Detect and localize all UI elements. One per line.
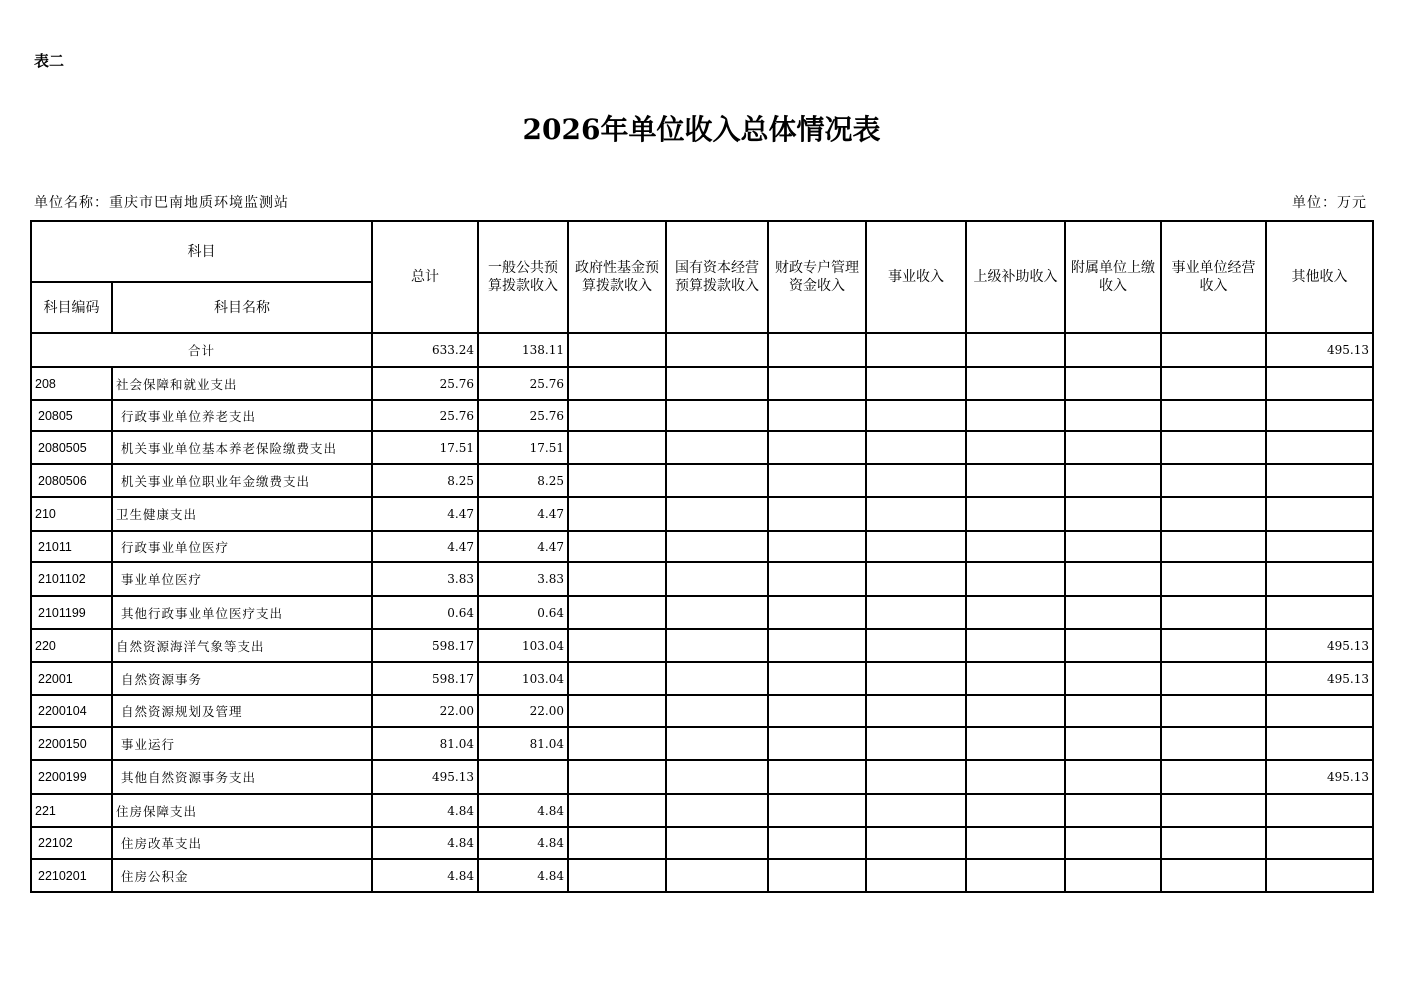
general-budget-cell: 8.25 <box>478 464 568 497</box>
general-budget-cell: 81.04 <box>478 727 568 760</box>
empty-cell <box>1161 531 1266 562</box>
total-cell: 25.76 <box>372 400 478 431</box>
empty-cell <box>568 367 666 400</box>
header-subject-name: 科目名称 <box>112 282 372 333</box>
empty-cell <box>866 497 966 531</box>
general-budget-cell: 103.04 <box>478 629 568 662</box>
subject-name-cell: 其他自然资源事务支出 <box>112 760 372 794</box>
table-row <box>31 662 1373 695</box>
subject-code-cell: 22001 <box>31 662 112 695</box>
empty-cell <box>866 464 966 497</box>
empty-cell <box>966 497 1065 531</box>
header-state-capital: 国有资本经营预算拨款收入 <box>666 221 768 333</box>
empty-cell <box>568 695 666 727</box>
empty-cell <box>666 859 768 892</box>
header-general-budget: 一般公共预算拨款收入 <box>478 221 568 333</box>
empty-cell <box>568 431 666 464</box>
table-row <box>31 629 1373 662</box>
empty-cell <box>666 431 768 464</box>
subject-name-cell: 住房公积金 <box>112 859 372 892</box>
empty-cell <box>1161 497 1266 531</box>
other-income-cell <box>1266 859 1373 892</box>
table-row <box>31 497 1373 531</box>
empty-cell <box>966 859 1065 892</box>
subject-code-cell: 20805 <box>31 400 112 431</box>
empty-cell <box>568 629 666 662</box>
table-row <box>31 827 1373 859</box>
subject-code-cell: 2101199 <box>31 596 112 629</box>
empty-cell <box>866 794 966 827</box>
empty-cell <box>966 367 1065 400</box>
subject-code-cell: 2200199 <box>31 760 112 794</box>
empty-cell <box>1065 531 1161 562</box>
total-cell: 4.47 <box>372 531 478 562</box>
empty-cell <box>666 727 768 760</box>
other-income-cell <box>1266 431 1373 464</box>
header-affiliated-payment: 附属单位上缴收入 <box>1065 221 1161 333</box>
empty-cell <box>866 596 966 629</box>
subject-code-cell: 2080506 <box>31 464 112 497</box>
table-row <box>31 760 1373 794</box>
empty-cell <box>768 662 866 695</box>
empty-cell <box>666 531 768 562</box>
empty-cell <box>866 859 966 892</box>
general-budget-cell <box>478 760 568 794</box>
total-cell: 4.84 <box>372 794 478 827</box>
empty-cell <box>866 400 966 431</box>
subject-code-cell: 2210201 <box>31 859 112 892</box>
total-cell: 598.17 <box>372 629 478 662</box>
subject-code-cell: 2080505 <box>31 431 112 464</box>
empty-cell <box>966 333 1065 367</box>
subject-name-cell: 住房改革支出 <box>112 827 372 859</box>
empty-cell <box>966 760 1065 794</box>
empty-cell <box>568 727 666 760</box>
total-row-total: 633.24 <box>372 333 478 367</box>
unit-name-label: 单位名称：重庆市巴南地质环境监测站 <box>34 195 289 211</box>
empty-cell <box>1065 431 1161 464</box>
empty-cell <box>866 695 966 727</box>
empty-cell <box>666 596 768 629</box>
total-cell: 81.04 <box>372 727 478 760</box>
empty-cell <box>568 859 666 892</box>
empty-cell <box>1161 333 1266 367</box>
empty-cell <box>666 400 768 431</box>
header-business-income: 事业收入 <box>866 221 966 333</box>
empty-cell <box>768 727 866 760</box>
subject-name-cell: 事业单位医疗 <box>112 562 372 596</box>
table-row <box>31 596 1373 629</box>
other-income-cell <box>1266 827 1373 859</box>
empty-cell <box>1065 827 1161 859</box>
table-row <box>31 562 1373 596</box>
subject-name-cell: 行政事业单位医疗 <box>112 531 372 562</box>
empty-cell <box>1161 431 1266 464</box>
empty-cell <box>768 531 866 562</box>
subject-code-cell: 221 <box>31 794 112 827</box>
empty-cell <box>1161 596 1266 629</box>
empty-cell <box>1065 464 1161 497</box>
total-cell: 22.00 <box>372 695 478 727</box>
subject-name-cell: 住房保障支出 <box>112 794 372 827</box>
empty-cell <box>568 464 666 497</box>
total-cell: 4.84 <box>372 827 478 859</box>
empty-cell <box>966 400 1065 431</box>
general-budget-cell: 17.51 <box>478 431 568 464</box>
total-row-other-income: 495.13 <box>1266 333 1373 367</box>
empty-cell <box>966 794 1065 827</box>
subject-code-cell: 2200104 <box>31 695 112 727</box>
subject-name-cell: 自然资源规划及管理 <box>112 695 372 727</box>
table-row <box>31 464 1373 497</box>
empty-cell <box>1161 695 1266 727</box>
empty-cell <box>1161 464 1266 497</box>
general-budget-cell: 22.00 <box>478 695 568 727</box>
empty-cell <box>768 431 866 464</box>
subject-code-cell: 22102 <box>31 827 112 859</box>
empty-cell <box>966 727 1065 760</box>
empty-cell <box>1065 596 1161 629</box>
empty-cell <box>568 827 666 859</box>
total-cell: 0.64 <box>372 596 478 629</box>
subject-code-cell: 21011 <box>31 531 112 562</box>
other-income-cell: 495.13 <box>1266 662 1373 695</box>
general-budget-cell: 25.76 <box>478 367 568 400</box>
subject-name-cell: 事业运行 <box>112 727 372 760</box>
empty-cell <box>666 497 768 531</box>
header-total: 总计 <box>372 221 478 333</box>
subject-code-cell: 220 <box>31 629 112 662</box>
general-budget-cell: 4.47 <box>478 497 568 531</box>
empty-cell <box>1161 727 1266 760</box>
empty-cell <box>768 562 866 596</box>
empty-cell <box>1161 794 1266 827</box>
subject-name-cell: 其他行政事业单位医疗支出 <box>112 596 372 629</box>
total-cell: 598.17 <box>372 662 478 695</box>
subject-name-cell: 机关事业单位职业年金缴费支出 <box>112 464 372 497</box>
subject-code-cell: 210 <box>31 497 112 531</box>
empty-cell <box>568 562 666 596</box>
empty-cell <box>666 662 768 695</box>
empty-cell <box>966 827 1065 859</box>
empty-cell <box>568 794 666 827</box>
empty-cell <box>768 827 866 859</box>
empty-cell <box>966 464 1065 497</box>
total-row-general-budget: 138.11 <box>478 333 568 367</box>
empty-cell <box>1065 695 1161 727</box>
empty-cell <box>768 497 866 531</box>
empty-cell <box>568 760 666 794</box>
other-income-cell <box>1266 531 1373 562</box>
total-cell: 4.84 <box>372 859 478 892</box>
total-row-label: 合计 <box>31 333 372 367</box>
header-operation-income: 事业单位经营收入 <box>1161 221 1266 333</box>
subject-code-cell: 2101102 <box>31 562 112 596</box>
other-income-cell <box>1266 695 1373 727</box>
empty-cell <box>866 827 966 859</box>
header-superior-subsidy: 上级补助收入 <box>966 221 1065 333</box>
table-row <box>31 367 1373 400</box>
general-budget-cell: 4.47 <box>478 531 568 562</box>
empty-cell <box>1065 333 1161 367</box>
empty-cell <box>568 596 666 629</box>
total-cell: 4.47 <box>372 497 478 531</box>
total-cell: 8.25 <box>372 464 478 497</box>
empty-cell <box>866 727 966 760</box>
empty-cell <box>1065 727 1161 760</box>
header-subject-code: 科目编码 <box>31 282 112 333</box>
empty-cell <box>1161 400 1266 431</box>
empty-cell <box>768 400 866 431</box>
empty-cell <box>666 367 768 400</box>
empty-cell <box>866 333 966 367</box>
table-header <box>31 221 1373 333</box>
empty-cell <box>768 464 866 497</box>
table-row <box>31 727 1373 760</box>
empty-cell <box>768 859 866 892</box>
empty-cell <box>866 629 966 662</box>
currency-unit-label: 单位：万元 <box>1292 195 1367 211</box>
empty-cell <box>1065 629 1161 662</box>
other-income-cell <box>1266 400 1373 431</box>
empty-cell <box>866 760 966 794</box>
page-title: 2026年单位收入总体情况表 <box>522 113 881 146</box>
empty-cell <box>666 760 768 794</box>
total-cell: 25.76 <box>372 367 478 400</box>
total-cell: 495.13 <box>372 760 478 794</box>
empty-cell <box>768 367 866 400</box>
subject-name-cell: 自然资源事务 <box>112 662 372 695</box>
empty-cell <box>666 464 768 497</box>
header-subject: 科目 <box>31 221 372 282</box>
empty-cell <box>1161 662 1266 695</box>
empty-cell <box>1065 859 1161 892</box>
empty-cell <box>1065 497 1161 531</box>
empty-cell <box>568 497 666 531</box>
empty-cell <box>966 662 1065 695</box>
empty-cell <box>1065 794 1161 827</box>
empty-cell <box>1161 760 1266 794</box>
income-summary-table <box>30 220 1374 893</box>
empty-cell <box>568 531 666 562</box>
other-income-cell: 495.13 <box>1266 760 1373 794</box>
empty-cell <box>666 827 768 859</box>
empty-cell <box>1065 562 1161 596</box>
empty-cell <box>1161 367 1266 400</box>
table-row <box>31 431 1373 464</box>
empty-cell <box>1065 367 1161 400</box>
header-gov-fund: 政府性基金预算拨款收入 <box>568 221 666 333</box>
subject-code-cell: 208 <box>31 367 112 400</box>
total-row <box>31 333 1373 367</box>
empty-cell <box>768 695 866 727</box>
empty-cell <box>866 367 966 400</box>
table-body <box>31 333 1373 892</box>
empty-cell <box>1065 760 1161 794</box>
table-row <box>31 531 1373 562</box>
other-income-cell <box>1266 596 1373 629</box>
general-budget-cell: 3.83 <box>478 562 568 596</box>
subject-code-cell: 2200150 <box>31 727 112 760</box>
empty-cell <box>1161 859 1266 892</box>
general-budget-cell: 0.64 <box>478 596 568 629</box>
empty-cell <box>1161 562 1266 596</box>
empty-cell <box>568 400 666 431</box>
subject-name-cell: 自然资源海洋气象等支出 <box>112 629 372 662</box>
empty-cell <box>966 431 1065 464</box>
total-cell: 3.83 <box>372 562 478 596</box>
other-income-cell <box>1266 794 1373 827</box>
other-income-cell <box>1266 562 1373 596</box>
empty-cell <box>666 695 768 727</box>
header-fiscal-special: 财政专户管理资金收入 <box>768 221 866 333</box>
empty-cell <box>768 596 866 629</box>
header-other-income: 其他收入 <box>1266 221 1373 333</box>
empty-cell <box>568 333 666 367</box>
empty-cell <box>568 662 666 695</box>
general-budget-cell: 25.76 <box>478 400 568 431</box>
empty-cell <box>966 596 1065 629</box>
empty-cell <box>768 760 866 794</box>
empty-cell <box>666 562 768 596</box>
other-income-cell <box>1266 497 1373 531</box>
empty-cell <box>966 531 1065 562</box>
empty-cell <box>1161 827 1266 859</box>
empty-cell <box>768 629 866 662</box>
total-cell: 17.51 <box>372 431 478 464</box>
empty-cell <box>966 562 1065 596</box>
table-row <box>31 400 1373 431</box>
other-income-cell <box>1266 464 1373 497</box>
empty-cell <box>866 431 966 464</box>
empty-cell <box>666 794 768 827</box>
empty-cell <box>966 629 1065 662</box>
table-row <box>31 859 1373 892</box>
empty-cell <box>866 662 966 695</box>
subject-name-cell: 行政事业单位养老支出 <box>112 400 372 431</box>
table-row <box>31 794 1373 827</box>
table-number-label: 表二 <box>34 52 65 70</box>
other-income-cell: 495.13 <box>1266 629 1373 662</box>
general-budget-cell: 4.84 <box>478 794 568 827</box>
empty-cell <box>866 562 966 596</box>
empty-cell <box>1065 662 1161 695</box>
empty-cell <box>768 794 866 827</box>
empty-cell <box>666 333 768 367</box>
general-budget-cell: 103.04 <box>478 662 568 695</box>
general-budget-cell: 4.84 <box>478 827 568 859</box>
empty-cell <box>1065 400 1161 431</box>
other-income-cell <box>1266 727 1373 760</box>
subject-name-cell: 社会保障和就业支出 <box>112 367 372 400</box>
subject-name-cell: 机关事业单位基本养老保险缴费支出 <box>112 431 372 464</box>
empty-cell <box>966 695 1065 727</box>
empty-cell <box>666 629 768 662</box>
table-row <box>31 695 1373 727</box>
empty-cell <box>1161 629 1266 662</box>
subject-name-cell: 卫生健康支出 <box>112 497 372 531</box>
general-budget-cell: 4.84 <box>478 859 568 892</box>
other-income-cell <box>1266 367 1373 400</box>
empty-cell <box>768 333 866 367</box>
empty-cell <box>866 531 966 562</box>
